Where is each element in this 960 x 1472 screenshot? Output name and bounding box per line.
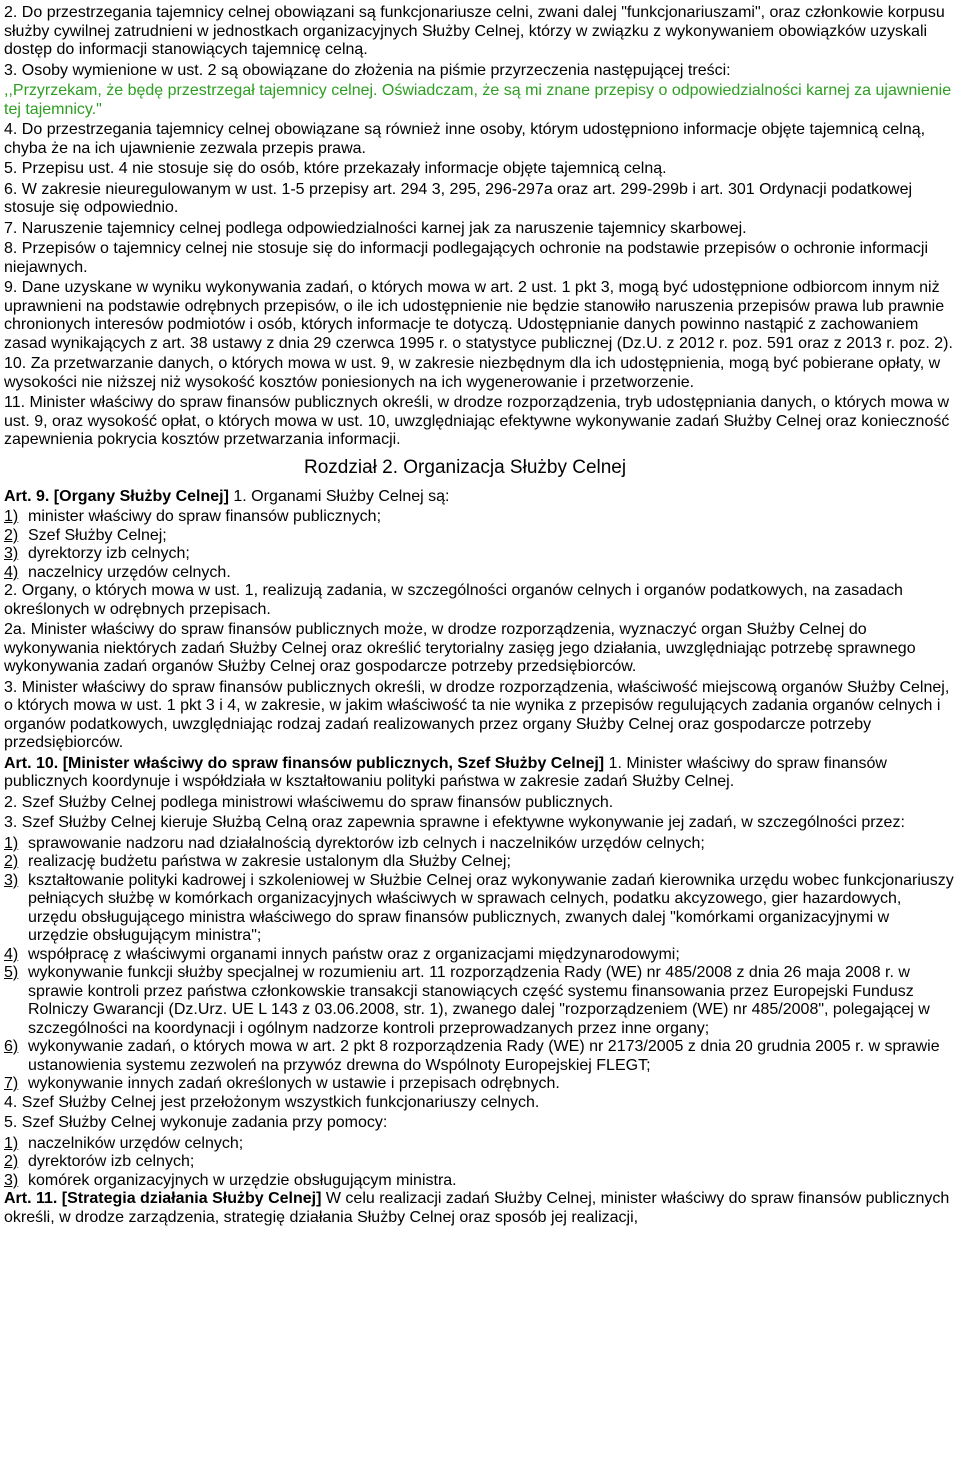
paragraph-secrecy-4: 4. Do przestrzegania tajemnicy celnej obowiązane są również inne osoby, którym udostępniono informacje objęte tajemnicą celną, chyba że na ich ujawnienie zezwala przepis prawa.	[4, 121, 926, 157]
article-10-heading: Art. 10. [Minister właściwy do spraw finansów publicznych, Szef Służby Celnej]	[4, 754, 605, 772]
paragraph-secrecy-11: 11. Minister właściwy do spraw finansów publicznych określi, w drodze rozporządzenia, tryb udostępniania danych, o których mowa w ust. 9, oraz wysokość opłat, o których mowa w ust. 10, uwzględniając efektywne wykonywanie zadań Służby Celnej oraz konieczność zapewnienia pokrycia kosztów przetwarzania informacji.	[4, 394, 950, 448]
paragraph-secrecy-5: 5. Przepisu ust. 4 nie stosuje się do osób, które przekazały informacje objęte tajemnicą celną.	[4, 160, 667, 177]
article-11-heading: Art. 11. [Strategia działania Służby Celnej]	[4, 1190, 322, 1207]
list-item	[4, 564, 954, 583]
list-item-text: dyrektorzy izb celnych;	[28, 545, 190, 562]
list-item	[4, 527, 954, 546]
article-9-paragraph-2a: 2a. Minister właściwy do spraw finansów publicznych może, w drodze rozporządzenia, wyznaczyć organ Służby Celnej do wykonywania niektórych zadań Służby Celnej oraz określić terytorialny zasięg jego działania, uwzględniając potrzebę sprawnego wykonywania zadań organów Służby Celnej oraz gospodarcze potrzeby przedsiębiorców.	[4, 621, 916, 675]
list-item-text: wykonywanie zadań, o których mowa w art. 2 pkt 8 rozporządzenia Rady (WE) nr 2173/2005 z dnia 20 grudnia 2005 r. w sprawie ustanowienia systemu zezwoleń na przywóz drewna do Wspólnoty Europejskiej FLEGT;	[28, 1038, 940, 1074]
article-9-paragraph-2: 2. Organy, o których mowa w ust. 1, realizują zadania, w szczególności organów celnych i organów podatkowych, na zasadach określonych w odrębnych przepisach.	[4, 582, 903, 618]
article-11-lead: W celu realizacji zadań Służby Celnej, minister właściwy do spraw finansów publicznych określi, w drodze zarządzenia, strategię działania Służby Celnej oraz sposób jej realizacji,	[4, 1190, 950, 1226]
list-item-number: 3)	[4, 1171, 19, 1189]
article-10-paragraph-3: 3. Szef Służby Celnej kieruje Służbą Celną oraz zapewnia sprawne i efektywne wykonywanie jej zadań, w szczególności przez:	[4, 814, 905, 831]
list-item	[4, 964, 954, 1038]
article-10-paragraph-5: 5. Szef Służby Celnej wykonuje zadania przy pomocy:	[4, 1114, 388, 1131]
chapter-title: Rozdział 2. Organizacja Służby Celnej	[304, 456, 627, 478]
article-10-helpers-list	[4, 1135, 954, 1191]
article-10-tasks-list	[4, 835, 954, 1094]
article-9-lead: 1. Organami Służby Celnej są:	[228, 487, 450, 505]
list-item-number: 2)	[4, 526, 19, 544]
list-item-number: 4)	[4, 563, 19, 581]
list-item-text: minister właściwy do spraw finansów publicznych;	[28, 508, 382, 525]
article-10-lead: 1. Minister właściwy do spraw finansów publicznych koordynuje i współdziała w kształtowaniu polityki państwa w zakresie zadań Służby Celnej.	[4, 754, 887, 790]
list-item	[4, 1172, 954, 1191]
list-item-number: 7)	[4, 1075, 19, 1092]
paragraph-secrecy-3: 3. Osoby wymienione w ust. 2 są obowiązane do złożenia na piśmie przyrzeczenia następującej treści:	[4, 61, 731, 79]
list-item	[4, 1075, 954, 1094]
article-10	[4, 755, 954, 792]
list-item-text: komórek organizacyjnych w urzędzie obsługującym ministra.	[28, 1171, 457, 1189]
list-item-text: naczelników urzędów celnych;	[28, 1134, 244, 1152]
list-item-number: 2)	[4, 853, 19, 870]
list-item-number: 5)	[4, 964, 19, 981]
list-item-number: 4)	[4, 945, 19, 963]
list-item-text: współpracę z właściwymi organami innych państw oraz z organizacjami międzynarodowymi;	[28, 945, 680, 963]
list-item-text: sprawowanie nadzoru nad działalnością dyrektorów izb celnych i naczelników urzędów celnych;	[28, 834, 705, 852]
paragraph-secrecy-2: 2. Do przestrzegania tajemnicy celnej obowiązani są funkcjonariusze celni, zwani dalej "funkcjonariuszami", oraz członkowie korpusu służby cywilnej zatrudnieni w jednostkach organizacyjnych Służby Celnej, którzy w związku z wykonywaniem obowiązków uzyskali dostęp do informacji stanowiących tajemnicę celną.	[4, 4, 945, 58]
list-item	[4, 853, 954, 872]
list-item-number: 1)	[4, 508, 19, 525]
list-item	[4, 545, 954, 564]
article-11	[4, 1190, 954, 1227]
list-item-text: wykonywanie funkcji służby specjalnej w rozumieniu art. 11 rozporządzenia Rady (WE) nr 485/2008 z dnia 26 maja 2008 r. w sprawie kontroli przez państwa członkowskie transakcji stanowiących część systemu finansowania przez Europejski Fundusz Rolniczy Gwarancji (Dz.Urz. UE L 143 z 03.06.2008, str. 1), zwanego dalej "rozporządzeniem (WE) nr 485/2008", polegającej w szczególności na koordynacji i ogólnym nadzorze kontroli przeprowadzanych przez inne organy;	[28, 964, 930, 1037]
article-9-organs-list	[4, 508, 954, 582]
list-item-text: wykonywanie innych zadań określonych w ustawie i przepisach odrębnych.	[28, 1075, 560, 1092]
list-item	[4, 1153, 954, 1172]
paragraph-secrecy-8: 8. Przepisów o tajemnicy celnej nie stosuje się do informacji podlegających ochronie na podstawie przepisów o ochronie informacji niejawnych.	[4, 240, 929, 276]
article-9	[4, 488, 954, 507]
list-item-number: 1)	[4, 834, 19, 852]
document-page	[4, 4, 954, 1229]
paragraph-secrecy-7: 7. Naruszenie tajemnicy celnej podlega odpowiedzialności karnej jak za naruszenie tajemnicy skarbowej.	[4, 219, 747, 237]
list-item	[4, 872, 954, 946]
list-item-number: 3)	[4, 545, 19, 562]
article-9-paragraph-3: 3. Minister właściwy do spraw finansów publicznych określi, w drodze rozporządzenia, właściwość miejscową organów Służby Celnej, o których mowa w ust. 1 pkt 3 i 4, w zakresie, w jakim właściwość ta nie wynika z przepisów regulujących zadania organów celnych i organów podatkowych, uwzględniając rodzaj zadań realizowanych przez organy Służby Celnej oraz gospodarcze potrzeby przedsiębiorców.	[4, 678, 950, 751]
pledge-text: ,,Przyrzekam, że będę przestrzegał tajemnicy celnej. Oświadczam, że są mi znane przepisy o odpowiedzialności karnej za ujawnienie tej tajemnicy."	[4, 82, 952, 118]
list-item-number: 2)	[4, 1153, 19, 1170]
list-item	[4, 946, 954, 965]
list-item-number: 6)	[4, 1038, 19, 1055]
article-9-heading: Art. 9. [Organy Służby Celnej]	[4, 487, 229, 505]
paragraph-secrecy-10: 10. Za przetwarzanie danych, o których mowa w ust. 9, w zakresie niezbędnym dla ich udostępnienia, mogą być pobierane opłaty, w wysokości nie niższej niż wysokość kosztów poniesionych na ich wygenerowanie i przetworzenie.	[4, 355, 941, 391]
list-item-number: 1)	[4, 1134, 19, 1152]
paragraph-secrecy-6: 6. W zakresie nieuregulowanym w ust. 1-5 przepisy art. 294 3, 295, 296-297a oraz art. 299-299b i art. 301 Ordynacji podatkowej stosuje się odpowiednio.	[4, 180, 913, 216]
article-10-paragraph-4: 4. Szef Służby Celnej jest przełożonym wszystkich funkcjonariuszy celnych.	[4, 1093, 540, 1111]
article-10-paragraph-2: 2. Szef Służby Celnej podlega ministrowi właściwemu do spraw finansów publicznych.	[4, 793, 614, 811]
list-item-text: naczelnicy urzędów celnych.	[28, 563, 231, 581]
list-item-text: Szef Służby Celnej;	[28, 526, 167, 544]
list-item	[4, 508, 954, 527]
list-item-text: dyrektorów izb celnych;	[28, 1153, 195, 1170]
list-item-number: 3)	[4, 871, 19, 889]
list-item	[4, 835, 954, 854]
list-item	[4, 1135, 954, 1154]
list-item	[4, 1038, 954, 1075]
paragraph-secrecy-9: 9. Dane uzyskane w wyniku wykonywania zadań, o których mowa w art. 2 ust. 1 pkt 3, mogą być udostępnione odbiorcom innym niż uprawnieni na podstawie odrębnych przepisów, o ile ich udostępnienie nie będzie stanowiło naruszenia przepisów prawa lub prawnie chronionych interesów podmiotów i osób, których informacje te dotyczą. Udostępnianie danych powinno nastąpić z zachowaniem zasad wynikających z art. 38 ustawy z dnia 29 czerwca 1995 r. o statystyce publicznej (Dz.U. z 2012 r. poz. 591 oraz z 2013 r. poz. 2).	[4, 279, 953, 352]
list-item-text: kształtowanie polityki kadrowej i szkoleniowej w Służbie Celnej oraz wykonywanie zadań kierownika urzędu wobec funkcjonariuszy pełniących służbę w komórkach organizacyjnych właściwych w sprawach celnych, podatku akcyzowego, gier hazardowych, urzędu obsługującego ministra właściwego do spraw finansów publicznych, zwanych dalej "komórkami organizacyjnymi w urzędzie obsługującym ministra";	[28, 871, 954, 944]
list-item-text: realizację budżetu państwa w zakresie ustalonym dla Służby Celnej;	[28, 853, 511, 870]
